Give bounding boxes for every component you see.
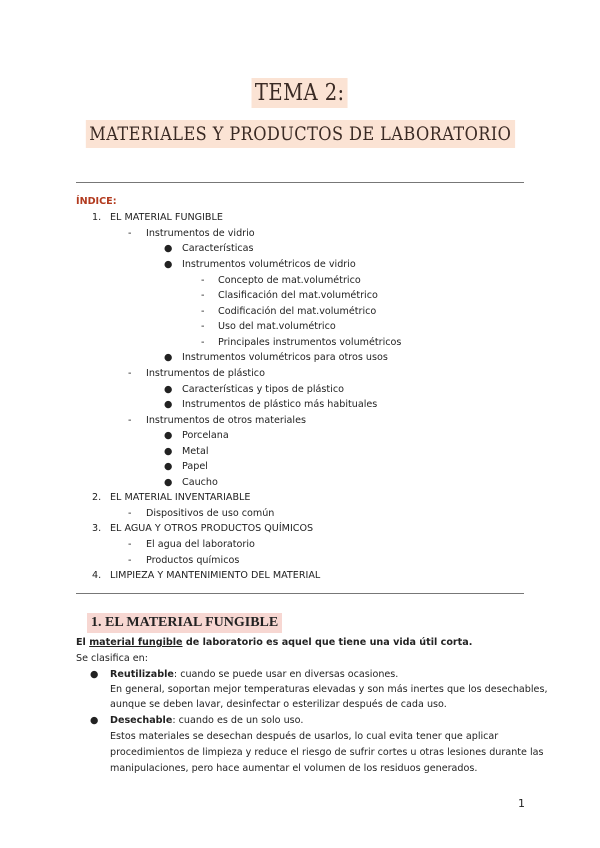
index-marker: - xyxy=(128,415,132,426)
index-item: Metal xyxy=(182,446,209,457)
index-marker: - xyxy=(201,337,205,348)
index-marker: ● xyxy=(164,477,173,488)
index-item: LIMPIEZA Y MANTENIMIENTO DEL MATERIAL xyxy=(110,570,321,581)
index-item: Instrumentos volumétricos para otros usos xyxy=(182,352,388,363)
index-marker: - xyxy=(201,321,205,332)
index-marker: ● xyxy=(164,384,173,395)
index-item: El agua del laboratorio xyxy=(146,539,255,550)
index-item: Clasificación del mat.volumétrico xyxy=(218,290,378,301)
index-marker: - xyxy=(128,508,132,519)
bullet-line: aunque se deben lavar, desinfectar o esterilizar después de cada uso. xyxy=(110,699,447,710)
index-item: Características xyxy=(182,243,254,254)
definition xyxy=(76,636,472,649)
index-item: Principales instrumentos volumétricos xyxy=(218,337,402,348)
index-item: Instrumentos de plástico más habituales xyxy=(182,399,378,410)
section-heading: 1. EL MATERIAL FUNGIBLE xyxy=(87,613,282,633)
title-line-2-wrap xyxy=(0,120,600,148)
index-marker: - xyxy=(201,275,205,286)
title-line-1-wrap xyxy=(0,78,600,108)
index-marker: 4. xyxy=(92,570,102,581)
index-item: EL AGUA Y OTROS PRODUCTOS QUÍMICOS xyxy=(110,523,314,534)
index-marker: ● xyxy=(164,352,173,363)
index-marker: ● xyxy=(164,259,173,270)
classify-text: Se clasifica en: xyxy=(76,653,148,664)
index-item: Uso del mat.volumétrico xyxy=(218,321,336,332)
index-label: ÍNDICE: xyxy=(76,196,117,207)
bullet-line: Estos materiales se desechan después de usarlos, lo cual evita tener que aplicar xyxy=(110,731,499,742)
index-item: Codificación del mat.volumétrico xyxy=(218,306,377,317)
index-item: Instrumentos de otros materiales xyxy=(146,415,306,426)
index-item: EL MATERIAL INVENTARIABLE xyxy=(110,492,251,503)
bullet-lead: : cuando es de un solo uso. xyxy=(172,715,304,726)
index-item: Caucho xyxy=(182,477,218,488)
bullet-term: Desechable xyxy=(110,715,173,726)
page-number: 1 xyxy=(518,797,525,810)
index-item: Instrumentos volumétricos de vidrio xyxy=(182,259,356,270)
index-marker: ● xyxy=(164,243,173,254)
bullet-line: manipulaciones, pero hace aumentar el volumen de los residuos generados. xyxy=(110,763,478,774)
bullet-term: Reutilizable xyxy=(110,669,174,680)
index-marker: - xyxy=(128,228,132,239)
index-marker: - xyxy=(128,555,132,566)
index-item: Dispositivos de uso común xyxy=(146,508,275,519)
index-marker: ● xyxy=(164,430,173,441)
definition-end: de laboratorio es aquel que tiene una vida útil corta. xyxy=(182,637,473,648)
index-marker: ● xyxy=(164,461,173,472)
bullet-reutilizable xyxy=(110,668,398,681)
index-marker: - xyxy=(128,539,132,550)
top-divider xyxy=(76,182,524,183)
bullet-lead: : cuando se puede usar en diversas ocasiones. xyxy=(173,669,399,680)
index-marker: 3. xyxy=(92,523,102,534)
bullet-icon: ● xyxy=(90,715,99,726)
index-marker: ● xyxy=(164,446,173,457)
index-item: EL MATERIAL FUNGIBLE xyxy=(110,212,223,223)
index-item: Productos químicos xyxy=(146,555,240,566)
index-divider xyxy=(76,593,524,594)
bullet-icon: ● xyxy=(90,669,99,680)
index-item: Características y tipos de plástico xyxy=(182,384,344,395)
index-item: Porcelana xyxy=(182,430,229,441)
index-marker: 1. xyxy=(92,212,102,223)
index-marker: - xyxy=(201,290,205,301)
definition-start: El xyxy=(76,637,90,648)
index-item: Instrumentos de plástico xyxy=(146,368,265,379)
index-item: Papel xyxy=(182,461,208,472)
index-marker: 2. xyxy=(92,492,102,503)
bullet-line: En general, soportan mejor temperaturas elevadas y son más inertes que los desechables, xyxy=(110,684,548,695)
index-marker: - xyxy=(201,306,205,317)
definition-term: material fungible xyxy=(89,637,183,648)
index-item: Instrumentos de vidrio xyxy=(146,228,255,239)
bullet-desechable xyxy=(110,714,303,727)
index-marker: ● xyxy=(164,399,173,410)
page-subtitle: MATERIALES Y PRODUCTOS DE LABORATORIO xyxy=(86,120,515,148)
index-marker: - xyxy=(128,368,132,379)
bullet-line: procedimientos de limpieza y reduce el riesgo de sufrir cortes u otras lesiones durante las xyxy=(110,747,544,758)
index-item: Concepto de mat.volumétrico xyxy=(218,275,361,286)
page-title: TEMA 2: xyxy=(252,78,348,108)
